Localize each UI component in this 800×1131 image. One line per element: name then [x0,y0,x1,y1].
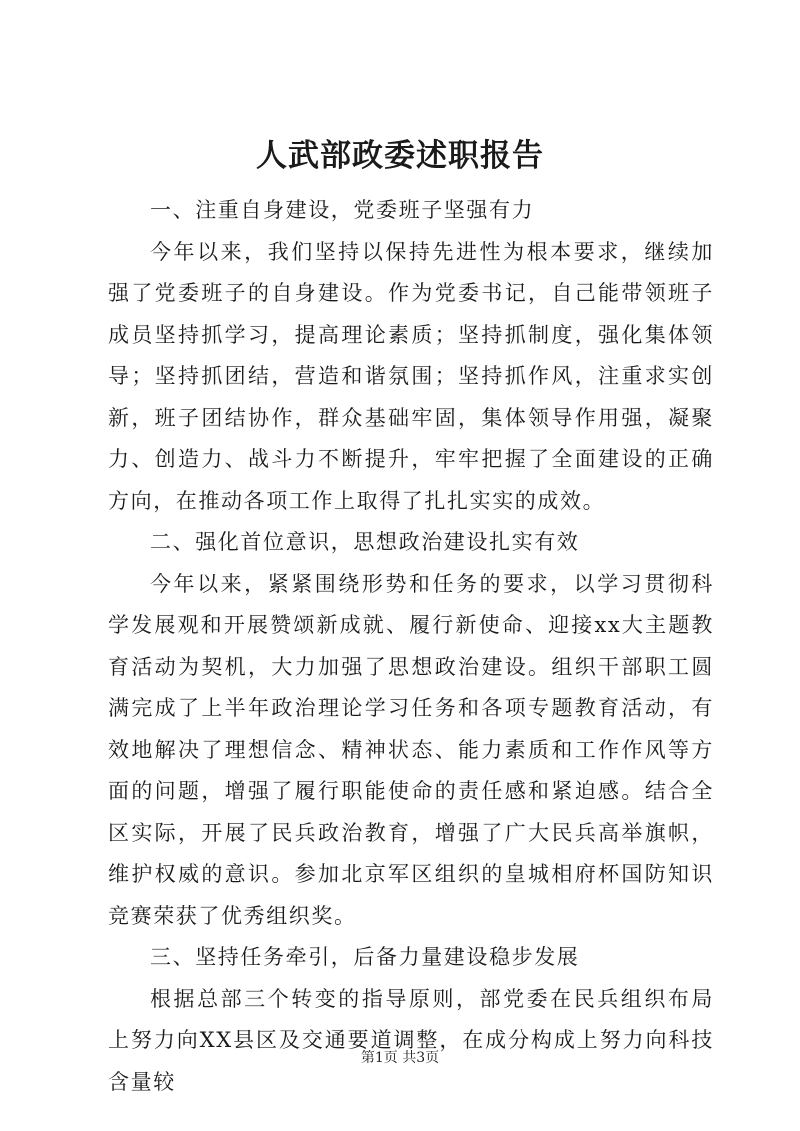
document-title: 人武部政委述职报告 [256,138,544,174]
page-footer: 第1页 共3页 [360,1050,440,1066]
section-heading-1: 一、注重自身建设，党委班子坚强有力 [150,198,535,222]
section-paragraph-2: 今年以来，紧紧围绕形势和任务的要求，以学习贯彻科学发展观和开展赞颂新成就、履行新使命、迎接xx大主题教育活动为契机，大力加强了思想政治建设。组织干部职工圆满完成了上半年政治理论学习任务和各项专题教育活动，有效地解决了理想信念、精神状态、能力素质和工作作风等方面的问题，增强了履行职能使命的责任感和紧迫感。结合全区实际，开展了民兵政治教育，增强了广大民兵高举旗帜，维护权威的意识。参加北京军区组织的皇城相府杯国防知识竞赛荣获了优秀组织奖。 [108,571,714,928]
section-heading-2: 二、强化首位意识，思想政治建设扎实有效 [150,530,580,554]
section-heading-3: 三、坚持任务牵引，后备力量建设稳步发展 [150,945,580,969]
document-body [108,190,714,1103]
section-paragraph-1: 今年以来，我们坚持以保持先进性为根本要求，继续加强了党委班子的自身建设。作为党委书记，自己能带领班子成员坚持抓学习，提高理论素质；坚持抓制度，强化集体领导；坚持抓团结，营造和谐氛围；坚持抓作风，注重求实创新，班子团结协作，群众基础牢固，集体领导作用强，凝聚力、创造力、战斗力不断提升，牢牢把握了全面建设的正确方向，在推动各项工作上取得了扎扎实实的成效。 [108,239,714,513]
section-paragraph-3: 根据总部三个转变的指导原则，部党委在民兵组织布局上努力向XX县区及交通要道调整，在成分构成上努力向科技含量较 [108,986,714,1094]
